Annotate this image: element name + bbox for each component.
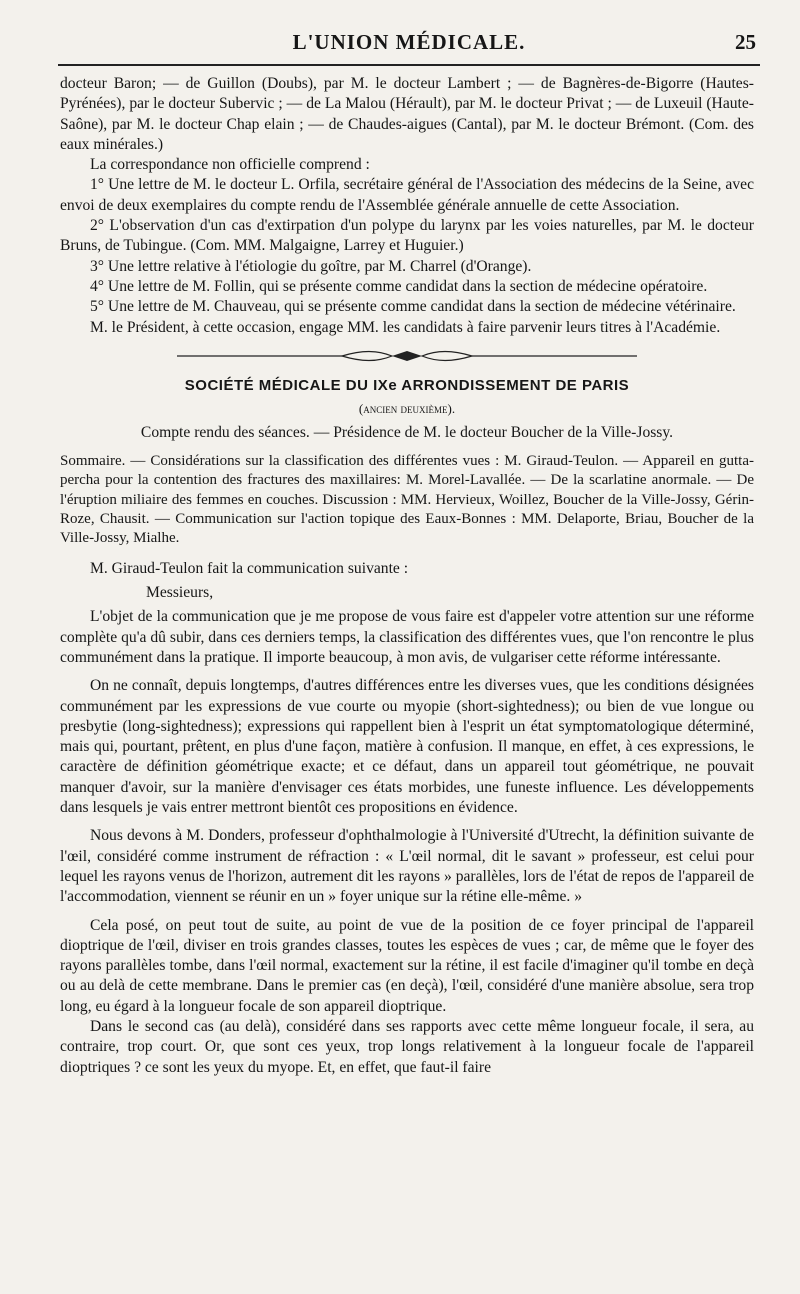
paragraph-cela-pose: Cela posé, on peut tout de suite, au point de vue de la position de ce foyer principal de l'appareil dioptrique de l'œil, diviser en trois grandes classes, toutes les espèces de vues ; car, de même que le foyer des rayons parallèles tombe, dans l'œil normal, exactement sur la rétine, il est facile d'imaginer qu'il tombe en deçà ou au delà de cette membrane. Dans le premier cas (en deçà), l'œil, considéré d'une manière absolue, sera trop long, eu égard à la longueur focale de son appareil dioptrique. bbox=[60, 916, 754, 1015]
section-subtitle: (ancien deuxième). bbox=[358, 401, 456, 417]
compte-rendu-line: Compte rendu des séances. — Présidence de M. le docteur Boucher de la Ville-Jossy. bbox=[140, 424, 674, 442]
communication-intro: M. Giraud-Teulon fait la communication suivante : bbox=[90, 559, 409, 577]
paragraph-letter-charrel: 3° Une lettre relative à l'étiologie du goître, par M. Charrel (d'Orange). bbox=[90, 257, 532, 275]
paragraph-president: M. le Président, à cette occasion, engage MM. les candidats à faire parvenir leurs titres à l'Académie. bbox=[90, 318, 721, 336]
ornamental-separator bbox=[60, 350, 754, 362]
paragraph-observation-bruns: 2° L'observation d'un cas d'extirpation d'un polype du larynx par les voies naturelles, par M. le docteur Bruns, de Tubingue. (Com. MM. Malgaigne, Larrey et Huguier.) bbox=[60, 217, 754, 255]
paragraph-letter-follin: 4° Une lettre de M. Follin, qui se présente comme candidat dans la section de médecine opératoire. bbox=[90, 277, 708, 295]
body-text bbox=[60, 74, 754, 1078]
paragraph-mineral-waters: docteur Baron; — de Guillon (Doubs), par M. le docteur Lambert ; — de Bagnères-de-Bigorre (Hautes-Pyrénées), par le docteur Subervic ; — de La Malou (Hérault), par M. le docteur Privat ; — de Luxeuil (Haute-Saône), par M. le docteur Chap elain ; — de Chaudes-aigues (Cantal), par M. le docteur Brémont. (Com. des eaux minérales.) bbox=[60, 75, 754, 153]
paragraph-correspondance: La correspondance non officielle comprend : bbox=[90, 156, 370, 174]
paragraph-second-cas: Dans le second cas (au delà), considéré dans ses rapports avec cette même longueur focale, il sera, au contraire, trop court. Or, que sont ces yeux, trop longs relativement à la longueur focale de l'appareil dioptriques ? ce sont les yeux du myope. Et, en effet, que faut-il faire bbox=[60, 1018, 754, 1076]
paragraph-letter-chauveau: 5° Une lettre de M. Chauveau, qui se présente comme candidat dans la section de médecine vétérinaire. bbox=[90, 298, 736, 316]
page-number: 25 bbox=[735, 30, 756, 54]
page-header bbox=[58, 28, 760, 66]
sommaire: Sommaire. — Considérations sur la classification des différentes vues : M. Giraud-Teulon. — Appareil en gutta-percha pour la contention des fractures des maxillaires: M. Morel-Lavallée. — De la scarlatine anormale. — De l'éruption miliaire des femmes en couches. Discussion : MM. Hervieux, Woillez, Boucher de la Ville-Jossy, Gérin-Roze, Chausit. — Communication sur l'action topique des Eaux-Bonnes : MM. Delaporte, Briau, Boucher de la Ville-Jossy, Mialhe. bbox=[60, 452, 754, 547]
greeting: Messieurs, bbox=[146, 584, 214, 602]
paragraph-letter-orfila: 1° Une lettre de M. le docteur L. Orfila, secrétaire général de l'Association des médecins de la Seine, avec envoi de deux exemplaires du compte rendu de l'Assemblée générale annuelle de cette Association. bbox=[60, 176, 754, 214]
paragraph-objet: L'objet de la communication que je me propose de vous faire est d'appeler votre attention sur une réforme complète qu'a dû subir, dans ces derniers temps, la classification des différentes vues, que l'on rencontre le plus communément dans la pratique. Il importe beaucoup, à mon avis, de vulgariser cette réforme intéressante. bbox=[60, 608, 754, 666]
paragraph-differences: On ne connaît, depuis longtemps, d'autres différences entre les diverses vues, que les conditions désignées communément par les expressions de vue courte ou myopie (short-sightedness); ou bien de vue longue ou presbytie (long-sightedness); expressions qui rappellent bien à l'esprit un état symptomatologique déterminé, mais qui, pourtant, prêtent, en plus d'une façon, matière à confusion. Il manque, en effet, à ces expressions, le caractère de définition géométrique exacte; et ce défaut, dans un appareil tout géométrique, ne pouvait manquer d'avoir, sur la manière d'envisager ces états morbides, une funeste influence. Les développements dans lesquels je vais entrer mettront bientôt ces propositions en évidence. bbox=[60, 677, 754, 817]
paragraph-donders: Nous devons à M. Donders, professeur d'ophthalmologie à l'Université d'Utrecht, la définition suivante de l'œil, considéré comme instrument de réfraction : « L'œil normal, dit le savant » professeur, est celui pour lequel les rayons venus de l'horizon, autrement dit les rayons » parallèles, lors de l'état de repos de l'appareil de l'accommodation, viennent se réunir en un » foyer unique sur la rétine elle-même. » bbox=[60, 827, 754, 906]
running-title: L'UNION MÉDICALE. bbox=[292, 30, 526, 54]
section-title: SOCIÉTÉ MÉDICALE DU IXe ARRONDISSEMENT DE PARIS bbox=[184, 376, 630, 394]
